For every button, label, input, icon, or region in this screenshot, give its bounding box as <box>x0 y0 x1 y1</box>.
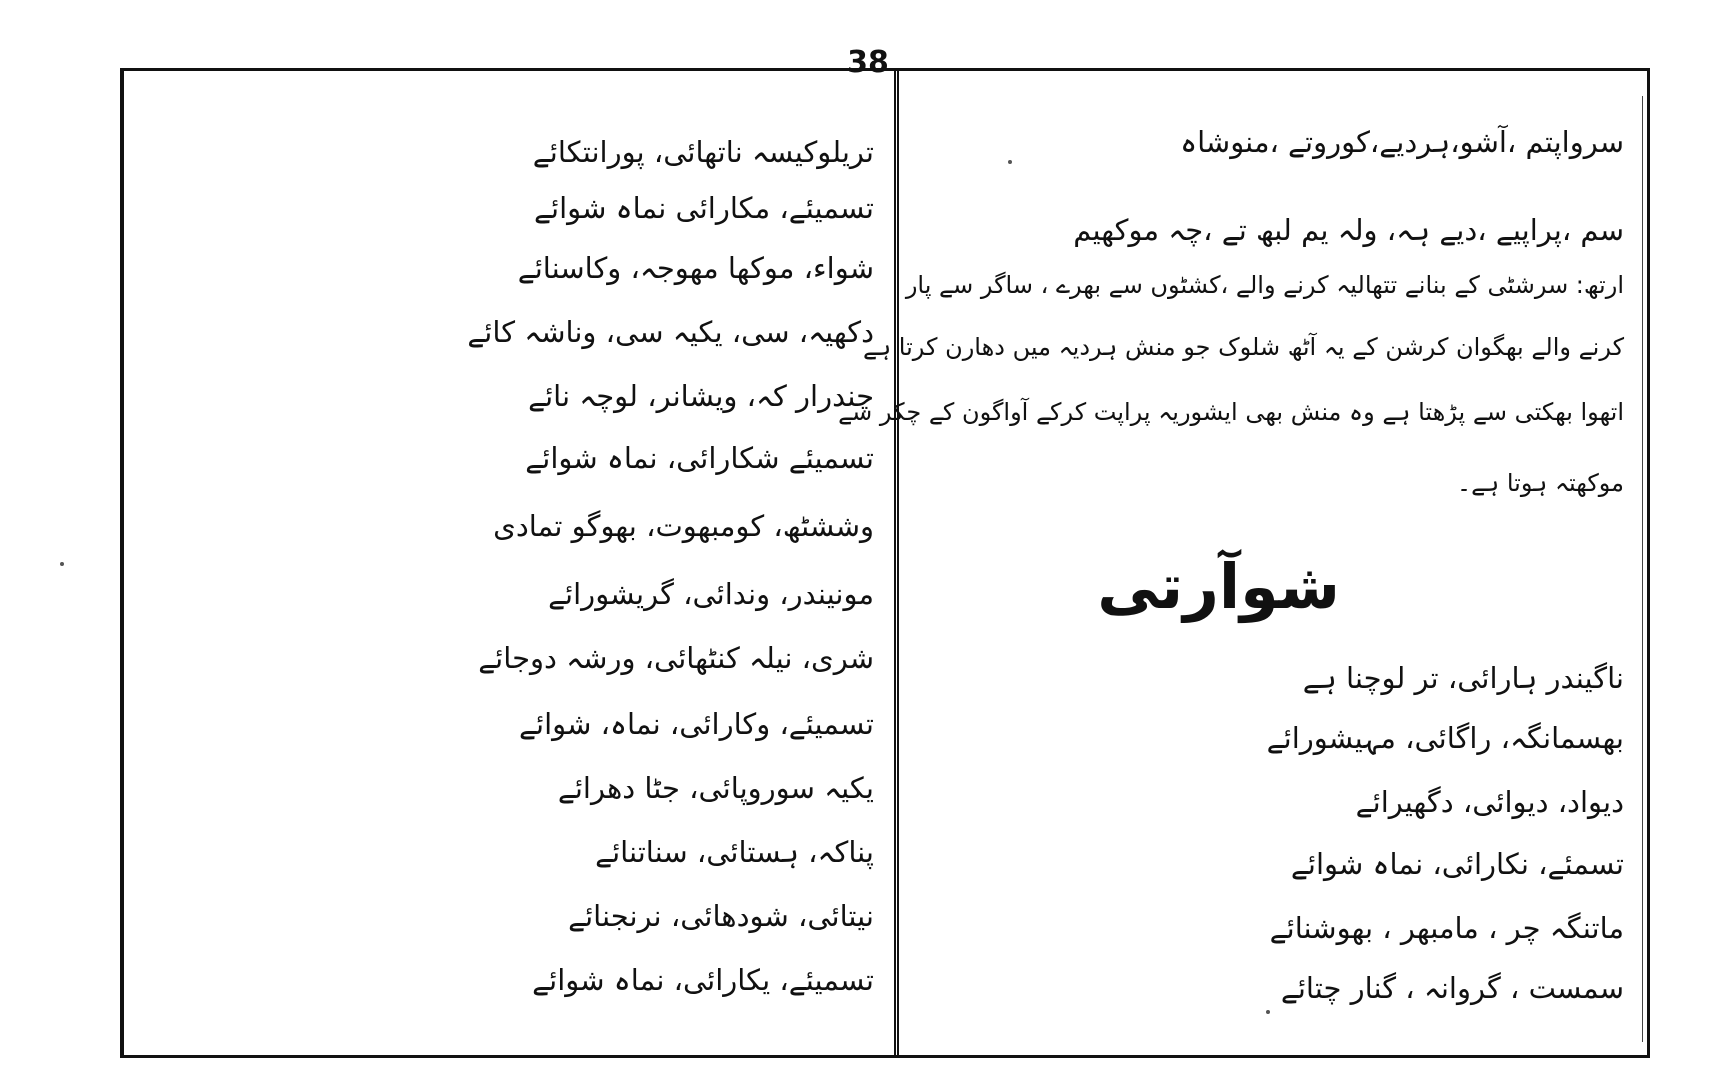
left-verse: دکھیہ، سی، یکیہ سی، وناشہ کائے <box>467 315 874 349</box>
left-verse: تسمیئے، وکارائی، نماہ، شوائے <box>519 707 874 741</box>
right-verse: ناگیندر ہارائی، تر لوچنا ہے <box>1302 661 1624 695</box>
left-verse: یکیہ سوروپائی، جٹا دھرائے <box>557 771 874 805</box>
print-speck <box>1008 160 1012 164</box>
left-verse: وششٹھ، کومبھوت، بھوگو تمادی <box>493 509 874 543</box>
left-verse: تریلوکیسہ ناتھائی، پورانتکائے <box>532 135 874 169</box>
right-prose-line-2: کرنے والے بھگوان کرشن کے یہ آٹھ شلوک جو منش ہردیہ میں دھارن کرتا ہے <box>863 333 1624 361</box>
left-verse: شواء، موکھا مھوجہ، وکاسنائے <box>517 251 874 285</box>
left-verse: نیتائی، شودھائی، نرنجنائے <box>568 899 874 933</box>
left-verse: تسمیئے شکارائی، نماہ شوائے <box>525 441 874 475</box>
right-prose-line-4: موکھتہ ہوتا ہے۔ <box>1457 469 1624 497</box>
right-prose-line-3: اتھوا بھکتی سے پڑھتا ہے وہ منش بھی ایشوریہ پراپت کرکے آواگون کے چکر سے <box>838 398 1624 426</box>
right-verse: تسمئے، نکارائی، نماہ شوائے <box>1290 847 1624 881</box>
left-verse: چندرار کہ، ویشانر، لوچہ نائے <box>528 379 874 413</box>
right-verse: ماتنگہ چر ، مامبھر ، بھوشنائے <box>1269 911 1624 945</box>
print-speck <box>1266 1010 1270 1014</box>
left-verse: تسمیئے، مکارائی نماہ شوائے <box>534 191 874 225</box>
left-verse: تسمیئے، یکارائی، نماہ شوائے <box>532 963 874 997</box>
right-verse-line-1: سرواپتم ،آشو،ہردیے،کوروتے ،منوشاہ <box>1180 125 1624 159</box>
right-prose-line-1: ارتھ: سرشٹی کے بنانے تتھالیہ کرنے والے ،کشٹوں سے بھرے ، ساگر سے پار <box>905 271 1624 299</box>
left-verse: پناکہ، ہستائی، سناتنائے <box>595 835 874 869</box>
right-verse: دیواد، دیوائی، دگھیرائے <box>1355 785 1624 819</box>
left-verse: شری، نیلہ کنٹھائی، ورشہ دوجائے <box>478 641 874 675</box>
right-verse-line-2: سم ،پراپیے ،دیے ہہ، ولہ یم لبھ تے ،چہ موکھیم <box>1073 213 1624 247</box>
left-verse: مونیندر، وندائی، گریشورائے <box>548 577 874 611</box>
right-verse: بھسمانگہ، راگائی، مہیشورائے <box>1266 721 1624 755</box>
section-heading: شوآرتی <box>1097 550 1340 623</box>
right-verse: سمست ، گروانہ ، گنار چتائے <box>1280 971 1624 1005</box>
column-divider <box>894 68 899 1058</box>
right-margin-rule <box>1642 96 1643 1042</box>
page-number: 38 <box>847 45 889 80</box>
print-speck <box>60 562 64 566</box>
